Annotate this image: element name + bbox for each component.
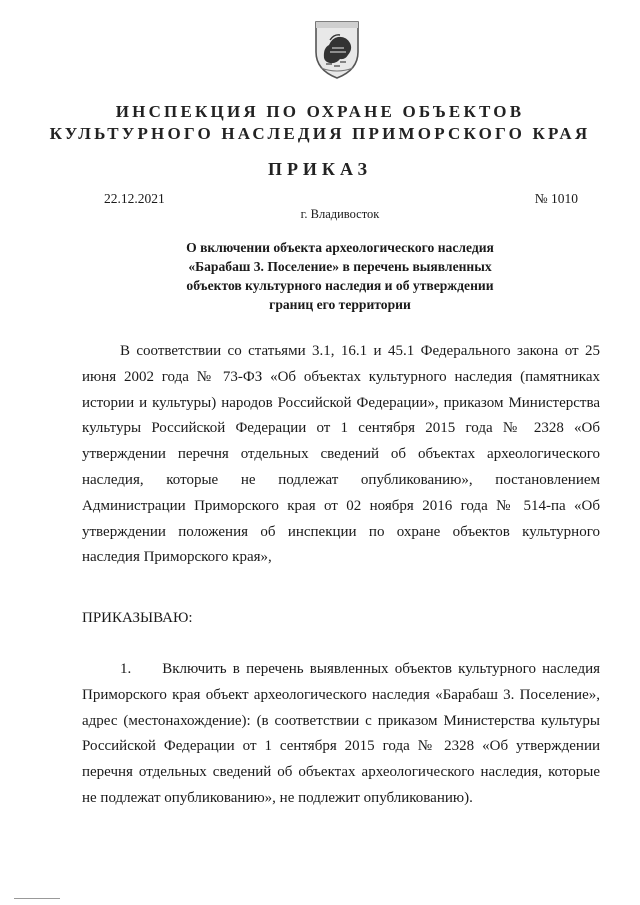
coat-of-arms-icon (310, 18, 364, 80)
subject-line: «Барабаш 3. Поселение» в перечень выявленных (188, 259, 492, 274)
issue-city: г. Владивосток (300, 207, 380, 221)
order-subject (150, 238, 530, 314)
order-number: № 1010 (534, 191, 578, 206)
subject-line: объектов культурного наследия и об утверждении (186, 278, 494, 293)
preamble-paragraph: В соответствии со статьями 3.1, 16.1 и 45.1 Федерального закона от 25 июня 2002 года № 73-ФЗ «Об объектах культурного наследия (памятниках истории и культуры) народов Российской Федерации», приказом Министерства культуры Российской Федерации от 1 сентября 2015 года № 2328 «Об утверждении перечня отдельных сведений об объектах археологического наследия, которые не подлежат опубликованию», постановлением Администрации Приморского края от 02 ноября 2016 года № 514-па «Об утверждении положения об инспекции по охране объектов культурного наследия Приморского края», (82, 343, 600, 566)
agency-name-line-1: ИНСПЕКЦИЯ ПО ОХРАНЕ ОБЪЕКТОВ (115, 102, 525, 121)
footer-divider (14, 898, 60, 899)
order-date: 22.12.2021 (104, 191, 165, 206)
document-type-title: ПРИКАЗ (267, 159, 373, 179)
order-item-1: 1. Включить в перечень выявленных объектов культурного наследия Приморского края объект археологического наследия «Барабаш 3. Поселение», адрес (местонахождение): (в соответствии с приказом Министерства культуры Российской Федерации от 1 сентября 2015 года № 2328 «Об утверждении перечня отдельных сведений об объектах археологического наследия, которые не подлежат опубликованию», не подлежит опубликованию). (82, 661, 600, 806)
agency-name-line-2: КУЛЬТУРНОГО НАСЛЕДИЯ ПРИМОРСКОГО КРАЯ (49, 124, 591, 143)
subject-line: О включении объекта археологического наследия (186, 240, 494, 255)
subject-line: границ его территории (269, 297, 411, 312)
order-command: ПРИКАЗЫВАЮ: (82, 610, 193, 626)
